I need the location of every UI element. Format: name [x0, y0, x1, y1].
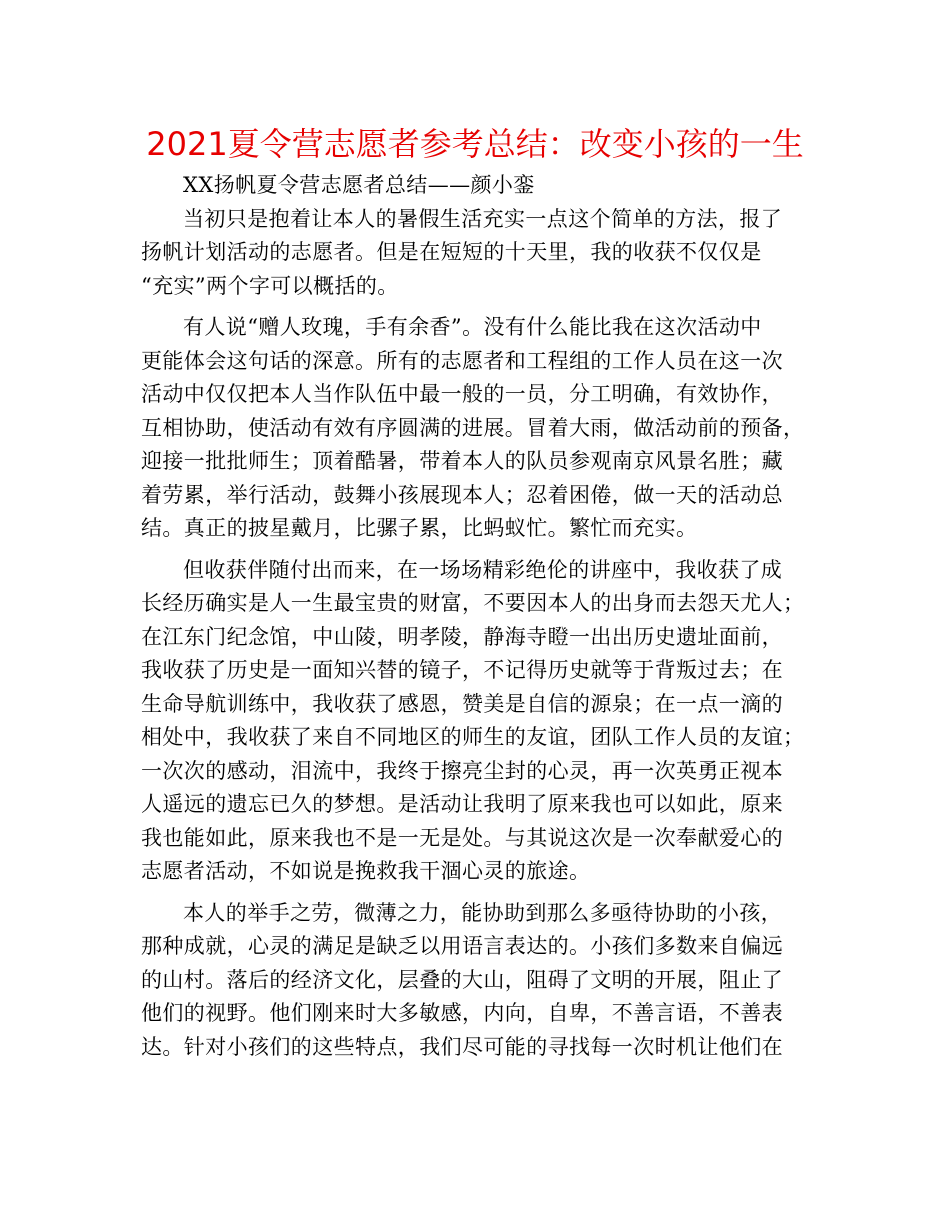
paragraph-3-line: 长经历确实是人一生最宝贵的财富，不要因本人的出身而去怨天尤人； [141, 591, 805, 615]
document-body [141, 169, 821, 1064]
paragraph-4-line: 的山村。落后的经济文化，层叠的大山，阻碍了文明的开展，阻止了 [141, 967, 783, 992]
paragraph-3-line: 但收获伴随付出而来，在一场场精彩绝伦的讲座中，我收获了成 [183, 557, 783, 582]
paragraph-3-line: 志愿者活动，不如说是挽救我干涸心灵的旅途。 [141, 859, 591, 883]
paragraph-1-line: “充实”两个字可以概括的。 [141, 273, 399, 298]
paragraph-3-line: 我也能如此，原来我也不是一无是处。与其说这次是一次奉献爱心的 [141, 825, 783, 850]
paragraph-1-line: 当初只是抱着让本人的暑假生活充实一点这个简单的方法，报了 [183, 206, 783, 231]
paragraph-2-line: 着劳累，举行活动，鼓舞小孩展现本人；忍着困倦，做一天的活动总 [141, 482, 783, 507]
paragraph-3-line: 一次次的感动，泪流中，我终于擦亮尘封的心灵，再一次英勇正视本 [141, 758, 783, 783]
paragraph-3-line: 人遥远的遗忘已久的梦想。是活动让我明了原来我也可以如此，原来 [141, 792, 783, 816]
paragraph-2-line: 结。真正的披星戴月，比骡子累，比蚂蚁忙。繁忙而充实。 [141, 516, 698, 540]
paragraph-4-line: 他们的视野。他们刚来时大多敏感，内向，自卑，不善言语，不善表 [141, 1001, 783, 1025]
paragraph-2-line: 迎接一批批师生；顶着酷暑，带着本人的队员参观南京风景名胜；藏 [141, 449, 783, 473]
paragraph-2-line: 有人说“赠人玫瑰，手有余香”。没有什么能比我在这次活动中 [183, 315, 762, 339]
paragraph-2-line: 互相协助，使活动有效有序圆满的进展。冒着大雨，做活动前的预备， [141, 415, 805, 440]
paragraph-3-line: 生命导航训练中，我收获了感恩，赞美是自信的源泉；在一点一滴的 [141, 691, 783, 716]
document-title: 2021夏令营志愿者参考总结：改变小孩的一生 [146, 125, 804, 163]
paragraph-3-line: 在江东门纪念馆，中山陵，明孝陵，静海寺瞪一出出历史遗址面前， [141, 624, 783, 649]
paragraph-4-line: 那种成就，心灵的满足是缺乏以用语言表达的。小孩们多数来自偏远 [141, 934, 783, 958]
paragraph-4-line: 本人的举手之劳，微薄之力，能协助到那么多亟待协助的小孩， [183, 900, 783, 925]
byline: XX扬帆夏令营志愿者总结——颜小銮 [183, 173, 535, 197]
paragraph-3-line: 相处中，我收获了来自不同地区的师生的友谊，团队工作人员的友谊； [141, 725, 805, 749]
paragraph-1-line: 扬帆计划活动的志愿者。但是在短短的十天里，我的收获不仅仅是 [141, 240, 762, 264]
paragraph-4-line: 达。针对小孩们的这些特点，我们尽可能的寻找每一次时机让他们在 [141, 1034, 783, 1059]
paragraph-3-line: 我收获了历史是一面知兴替的镜子，不记得历史就等于背叛过去；在 [141, 658, 783, 682]
paragraph-2-line: 活动中仅仅把本人当作队伍中最一般的一员，分工明确，有效协作， [141, 382, 783, 406]
paragraph-2-line: 更能体会这句话的深意。所有的志愿者和工程组的工作人员在这一次 [141, 348, 783, 373]
